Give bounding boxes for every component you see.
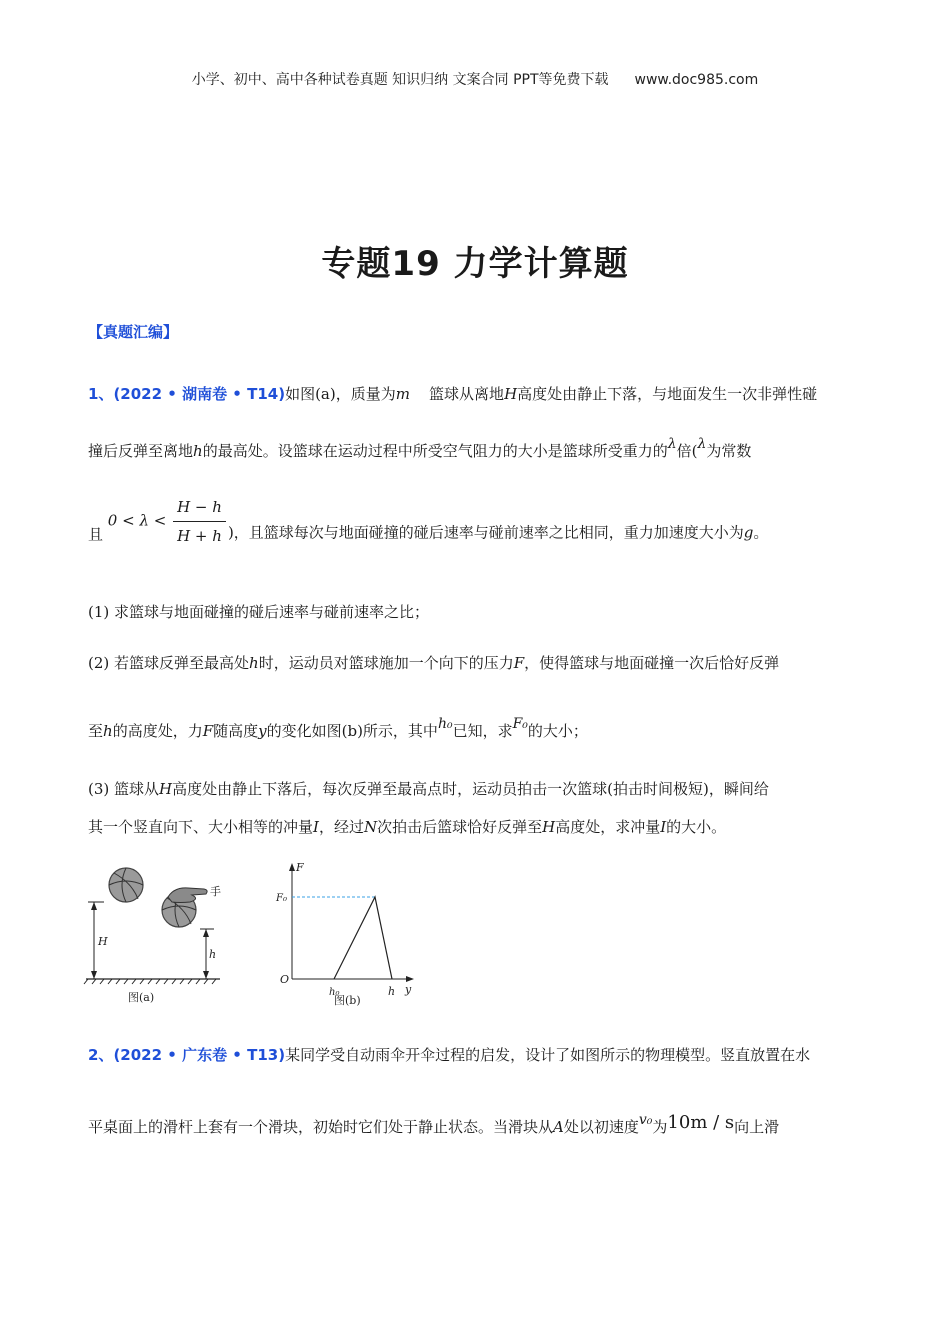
q2-line-1: 2、(2022 • 广东卷 • T13)某同学受自动雨伞开伞过程的启发，设计了如图所示的物理模型。竖直放置在水	[88, 1046, 811, 1064]
q1-part-2-line-1: (2) 若篮球反弹至最高处h时，运动员对篮球施加一个向下的压力F，使得篮球与地面碰撞一次后恰好反弹	[88, 654, 780, 672]
page-title: 专题19 力学计算题	[321, 244, 629, 284]
h0-label: h₀	[329, 987, 340, 998]
q1-line-3: 且 0 < λ < $\frac{H - h}{H + h}$ )，且篮球每次与地面碰撞的碰后速率与碰前速率之比相同，重力加速度大小为g。	[88, 495, 768, 548]
caption-b: 图(b)	[334, 994, 361, 1007]
F0-label: F₀	[276, 893, 287, 904]
caption-a: 图(a)	[128, 991, 155, 1004]
section-heading: 【真题汇编】	[88, 323, 179, 341]
hand-icon	[168, 888, 207, 903]
y-axis-label: y	[405, 983, 412, 996]
figure-b	[270, 855, 420, 1010]
q1-part-2-line-2: 至h的高度处，力F随高度y的变化如图(b)所示，其中h₀已知，求F₀的大小；	[88, 716, 588, 740]
q1-fraction: $\frac{H - h}{H + h}$	[173, 495, 226, 548]
hand-label: 手	[210, 885, 221, 898]
h-axis-label: h	[388, 985, 396, 998]
q1-line-1: 1、(2022 • 湖南卷 • T14)如图(a)，质量为m 篮球从离地H高度处由静止下落，与地面发生一次非弹性碰	[88, 385, 818, 403]
q1-number: 1、	[88, 385, 114, 403]
F-axis-label: F	[296, 861, 304, 874]
q1-line-2: 撞后反弹至离地h的最高处。设篮球在运动过程中所受空气阻力的大小是篮球所受重力的λ倍(λ为常数	[88, 436, 752, 460]
q1-source: (2022 • 湖南卷 • T14)	[113, 385, 286, 403]
force-curve	[334, 897, 392, 979]
q2-source: (2022 • 广东卷 • T13)	[113, 1046, 286, 1064]
figure-a	[80, 855, 230, 1010]
q1-part-3-line-2: 其一个竖直向下、大小相等的冲量I，经过N次拍击后篮球恰好反弹至H高度处，求冲量I的大小。	[88, 818, 727, 836]
q2-number: 2、	[88, 1046, 114, 1064]
page-header	[0, 69, 950, 89]
q1-part-1: (1) 求篮球与地面碰撞的碰后速率与碰前速率之比；	[88, 603, 430, 621]
header-text: 小学、初中、高中各种试卷真题 知识归纳 文案合同 PPT等免费下载	[191, 72, 609, 88]
origin-label: O	[280, 973, 290, 986]
q1-inequality: 0 < λ <	[107, 511, 167, 530]
header-site-link[interactable]: www.doc985.com	[634, 72, 759, 88]
q2-line-2: 平桌面上的滑杆上套有一个滑块，初始时它们处于静止状态。当滑块从A处以初速度v₀为10m / s向上滑	[88, 1112, 780, 1136]
basketball-falling-icon	[109, 868, 143, 902]
H-label: H	[98, 935, 108, 948]
h-label: h	[209, 948, 217, 961]
q1-part-3-line-1: (3) 篮球从H高度处由静止下落后，每次反弹至最高点时，运动员拍击一次篮球(拍击时间极短)，瞬间给	[88, 780, 769, 798]
